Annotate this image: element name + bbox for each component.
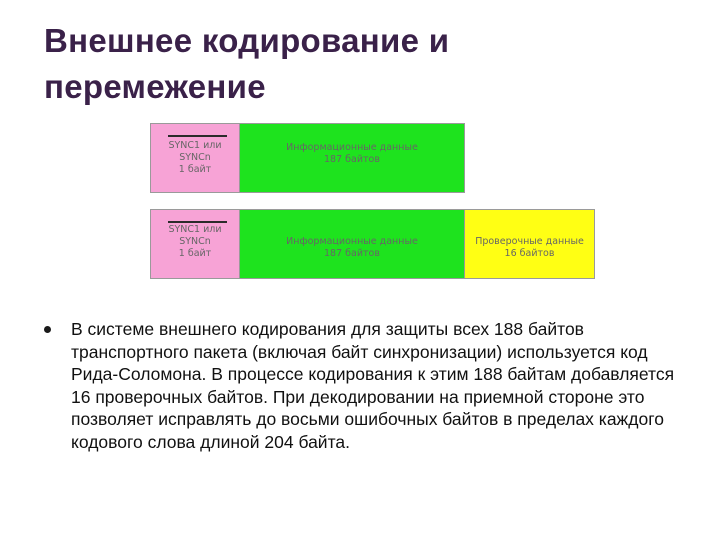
info-label-line-1: Информационные данные [286, 236, 418, 247]
sync-byte-block [150, 209, 240, 279]
check-label-line-2: 16 байтов [504, 248, 555, 259]
sync-label-line-2: SYNCn [179, 152, 211, 163]
sync-label-line-1: SYNC1 или [168, 224, 222, 235]
info-label-line-2: 187 байтов [324, 248, 380, 259]
packet-diagram-before-coding [150, 123, 465, 193]
bullet-icon [44, 326, 51, 333]
sync-byte-block [150, 123, 240, 193]
packet-diagram-after-coding [150, 209, 595, 279]
bullet-paragraph: В системе внешнего кодирования для защиты всех 188 байтов транспортного пакета (включая байт синхронизации) используется код Рида-Соломона. В процессе кодирования к этим 188 байтам добавляется 16 проверочных байтов. При декодировании на приемной стороне это позволяет исправлять до восьми ошибочных байтов в пределах каждого кодового слова длиной 204 байта. [71, 319, 675, 452]
info-data-block [240, 209, 465, 279]
sync-label-line-3: 1 байт [178, 164, 212, 175]
title-line-2: перемежение [44, 68, 266, 105]
sync-label-line-1: SYNC1 или [168, 140, 222, 151]
info-label-line-1: Информационные данные [286, 142, 418, 153]
slide-title [44, 18, 684, 110]
check-label-line-1: Проверочные данные [475, 236, 584, 247]
sync-overline [168, 135, 227, 137]
info-data-block [240, 123, 465, 193]
sync-label-line-3: 1 байт [178, 248, 212, 259]
sync-overline [168, 221, 227, 223]
check-data-block [465, 209, 595, 279]
sync-label-line-2: SYNCn [179, 236, 211, 247]
info-label-line-2: 187 байтов [324, 154, 380, 165]
title-line-1: Внешнее кодирование и [44, 22, 450, 59]
